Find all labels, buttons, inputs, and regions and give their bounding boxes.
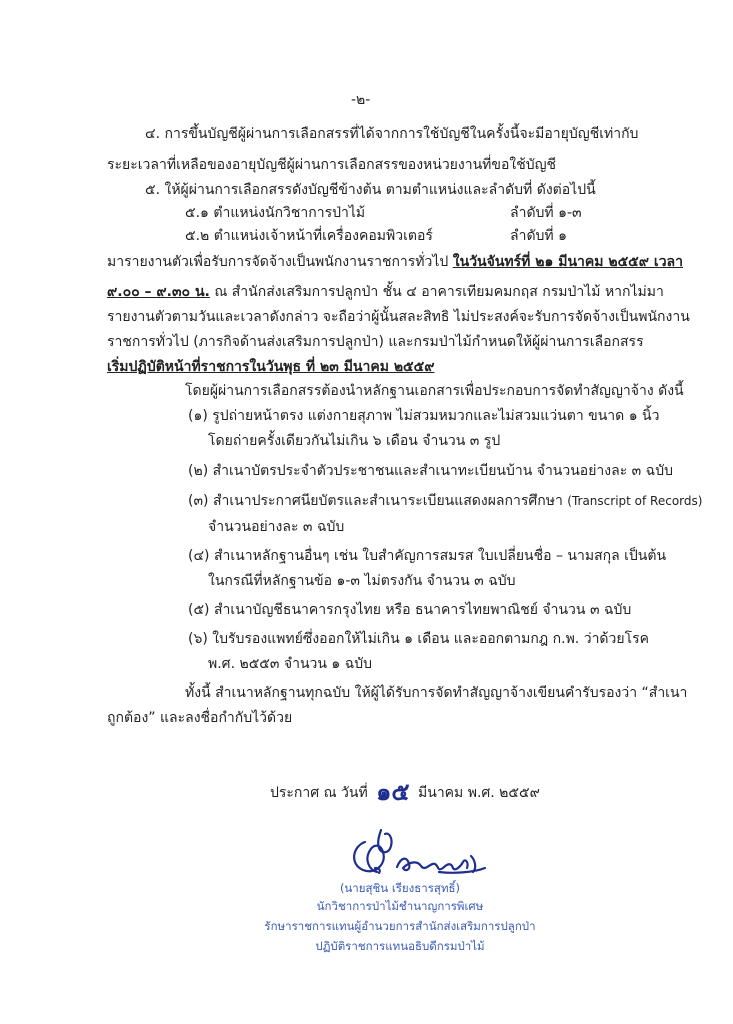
para-4-line-1: ๔. การขึ้นบัญชีผู้ผ่านการเลือกสรรที่ได้จากการใช้บัญชีในครั้งนี้จะมีอายุบัญชีเท่ากับ [145,126,639,142]
doc-item-3-a [188,491,702,511]
signer-title-3: ปฏิบัติราชการแทนอธิบดีกรมป่าไม้ [315,939,485,953]
doc-item-4-b: ในกรณีที่หลักฐานข้อ ๑-๓ ไม่ตรงกัน จำนวน ๓ ฉบับ [208,573,516,589]
order-5-1: ลำดับที่ ๑-๓ [510,205,582,221]
doc-item-1-b: โดยถ่ายครั้งเดียวกันไม่เกิน ๖ เดือน จำนวน ๓ รูป [208,433,501,449]
report-line-2 [107,282,664,302]
announce-day: ๑๕ [376,778,410,806]
doc-item-2: (๒) สำเนาบัตรประจำตัวประชาชนและสำเนาทะเบียนบ้าน จำนวนอย่างละ ๓ ฉบับ [188,463,673,479]
report-text: มารายงานตัวเพื่อรับการจัดจ้างเป็นพนักงานราชการทั่วไป [107,254,453,270]
doc-item-3-b: จำนวนอย่างละ ๓ ฉบับ [208,519,345,535]
para-5-intro: ๕. ให้ผู้ผ่านการเลือกสรรดังบัญชีข้างต้น ตามตำแหน่งและลำดับที่ ดังต่อไปนี้ [145,182,596,198]
doc-item-3-english: (Transcript of Records) [567,494,703,508]
doc-item-6-b: พ.ศ. ๒๕๕๓ จำนวน ๑ ฉบับ [208,656,373,672]
closing-line-1: ทั้งนี้ สำเนาหลักฐานทุกฉบับ ให้ผู้ได้รับการจัดทำสัญญาจ้างเขียนคำรับรองว่า “สำเนา [185,685,688,701]
report-date: ในวันจันทร์ที่ ๒๑ มีนาคม ๒๕๕๙ เวลา [452,254,683,270]
report-time: ๙.๐๐ – ๙.๓๐ น. [107,284,210,300]
signer-name: (นายสุชิน เรียงธารสุทธิ์) [339,881,461,895]
signer-title-1: นักวิชาการป่าไม้ชำนาญการพิเศษ [316,899,484,913]
announce-prefix: ประกาศ ณ วันที่ [270,785,368,801]
handwritten-signature [335,812,515,882]
signer-title-2: รักษาราชการแทนผู้อำนวยการสำนักส่งเสริมการปลูกป่า [264,919,536,933]
report-place: ณ สำนักส่งเสริมการปลูกป่า ชั้น ๔ อาคารเทียมคมกฤส กรมป่าไม้ หากไม่มา [209,284,664,300]
announce-suffix: มีนาคม พ.ศ. ๒๕๕๙ [418,785,540,801]
doc-item-4-a: (๔) สำเนาหลักฐานอื่นๆ เช่น ใบสำคัญการสมรส ใบเปลี่ยนชื่อ – นามสกุล เป็นต้น [188,548,667,564]
doc-item-6-a: (๖) ใบรับรองแพทย์ซึ่งออกให้ไม่เกิน ๑ เดือน และออกตามกฎ ก.พ. ว่าด้วยโรค [188,631,649,647]
docs-intro: โดยผู้ผ่านการเลือกสรรต้องนำหลักฐานเอกสารเพื่อประกอบการจัดทำสัญญาจ้าง ดังนี้ [185,383,684,399]
doc-item-1-a: (๑) รูปถ่ายหน้าตรง แต่งกายสุภาพ ไม่สวมหมวกและไม่สวมแว่นตา ขนาด ๑ นิ้ว [188,408,660,424]
position-5-2: ๕.๒ ตำแหน่งเจ้าหน้าที่เครื่องคอมพิวเตอร์ [185,228,433,244]
order-5-2: ลำดับที่ ๑ [510,228,567,244]
report-line-3: รายงานตัวตามวันและเวลาดังกล่าว จะถือว่าผู้นั้นสละสิทธิ ไม่ประสงค์จะรับการจัดจ้างเป็นพนักงาน [107,309,690,325]
announce-date [270,779,540,806]
start-work-date: เริ่มปฏิบัติหน้าที่ราชการในวันพุธ ที่ ๒๓ มีนาคม ๒๕๕๙ [107,359,435,375]
page-number: -๒- [351,92,371,108]
position-5-1: ๕.๑ ตำแหน่งนักวิชาการป่าไม้ [185,205,366,221]
report-line-4: ราชการทั่วไป (ภารกิจด้านส่งเสริมการปลูกป่า) และกรมป่าไม้กำหนดให้ผู้ผ่านการเลือกสรร [107,334,644,350]
para-4-line-2: ระยะเวลาที่เหลือของอายุบัญชีผู้ผ่านการเลือกสรรของหน่วยงานที่ขอใช้บัญชี [107,157,557,173]
report-line-1 [107,252,683,272]
doc-item-5: (๕) สำเนาบัญชีธนาคารกรุงไทย หรือ ธนาคารไทยพาณิชย์ จำนวน ๓ ฉบับ [188,602,632,618]
doc-item-3-thai: (๓) สำเนาประกาศนียบัตรและสำเนาระเบียนแสดงผลการศึกษา [188,493,568,509]
closing-line-2: ถูกต้อง” และลงชื่อกำกับไว้ด้วย [107,710,293,726]
